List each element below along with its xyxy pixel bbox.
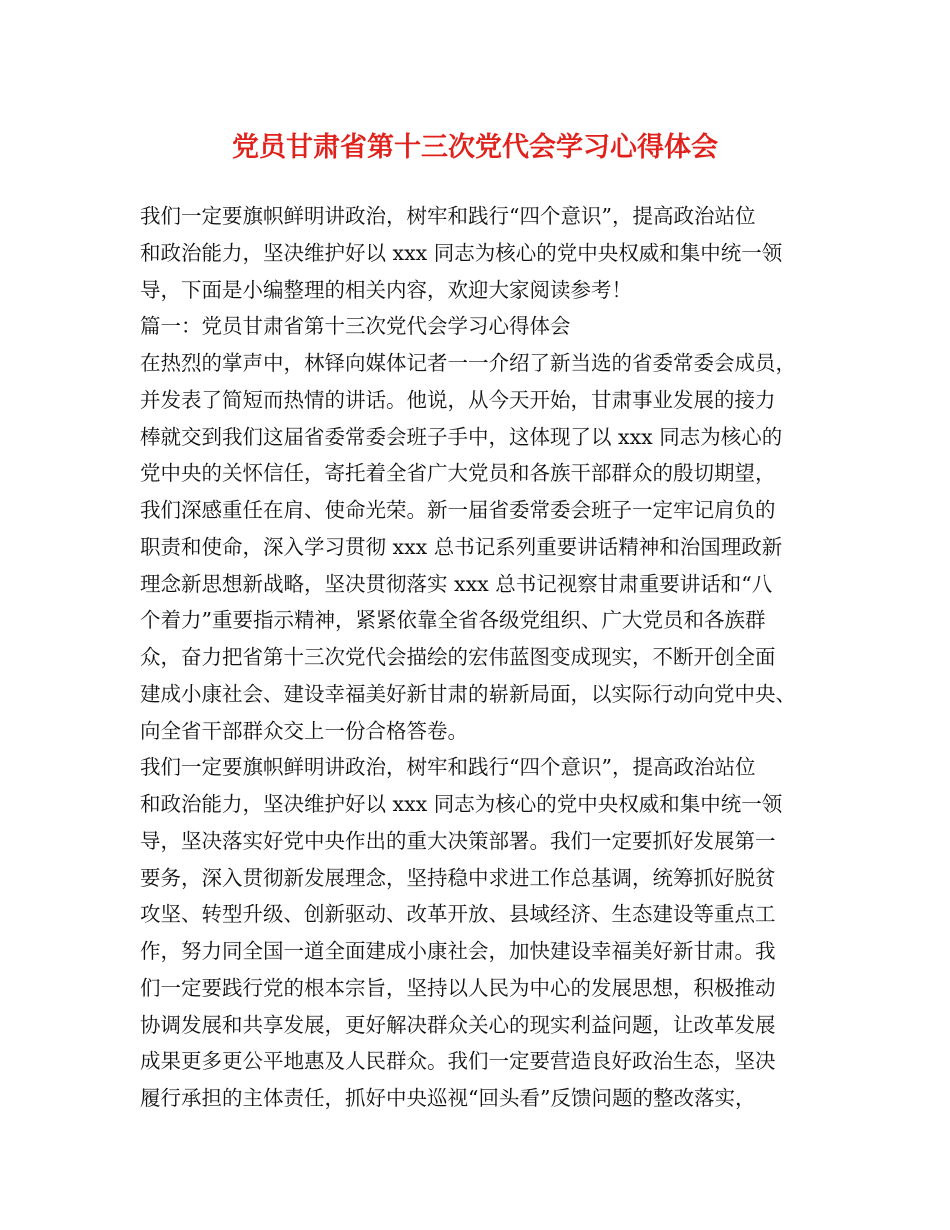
body-line: 我们一定要旗帜鲜明讲政治，树牢和践行“四个意识”，提高政治站位 xyxy=(140,204,756,228)
body-line: 我们一定要旗帜鲜明讲政治，树牢和践行“四个意识”，提高政治站位 xyxy=(140,755,756,780)
body-line: 个着力”重要指示精神，紧紧依靠全省各级党组织、广大党员和各族群 xyxy=(140,608,766,633)
body-line: 导，坚决落实好党中央作出的重大决策部署。我们一定要抓好发展第一 xyxy=(140,828,776,853)
body-line: 作，努力同全国一道全面建成小康社会，加快建设幸福美好新甘肃。我 xyxy=(140,939,776,963)
body-line: 党中央的关怀信任，寄托着全省广大党员和各族干部群众的殷切期望， xyxy=(140,461,776,486)
body-line: 要务，深入贯彻新发展理念，坚持稳中求进工作总基调，统筹抓好脱贫 xyxy=(140,865,776,890)
body-line: 在热烈的掌声中，林铎向媒体记者一一介绍了新当选的省委常委会成员， xyxy=(140,351,796,375)
body-line: 导，下面是小编整理的相关内容，欢迎大家阅读参考！ xyxy=(140,277,632,302)
body-line: 和政治能力，坚决维护好以 xxx 同志为核心的党中央权威和集中统一领 xyxy=(140,792,783,816)
body-line: 棒就交到我们这届省委常委会班子手中，这体现了以 xxx 同志为核心的 xyxy=(140,424,783,449)
body-line: 篇一：党员甘肃省第十三次党代会学习心得体会 xyxy=(140,314,571,339)
body-line: 成果更多更公平地惠及人民群众。我们一定要营造良好政治生态，坚决 xyxy=(140,1049,776,1074)
body-line: 众，奋力把省第十三次党代会描绘的宏伟蓝图变成现实，不断开创全面 xyxy=(140,645,776,669)
body-line: 协调发展和共享发展，更好解决群众关心的现实利益问题，让改革发展 xyxy=(140,1012,776,1037)
document-title: 党员甘肃省第十三次党代会学习心得体会 xyxy=(232,132,718,163)
body-line: 建成小康社会、建设幸福美好新甘肃的崭新局面，以实际行动向党中央、 xyxy=(140,681,796,706)
body-line: 向全省干部群众交上一份合格答卷。 xyxy=(140,718,468,743)
body-line: 并发表了简短而热情的讲话。他说，从今天开始，甘肃事业发展的接力 xyxy=(140,387,776,412)
body-line: 攻坚、转型升级、创新驱动、改革开放、县域经济、生态建设等重点工 xyxy=(140,902,776,927)
body-line: 们一定要践行党的根本宗旨，坚持以人民为中心的发展思想，积极推动 xyxy=(140,975,776,1000)
document-body xyxy=(140,198,820,1117)
body-line: 职责和使命，深入学习贯彻 xxx 总书记系列重要讲话精神和治国理政新 xyxy=(140,534,783,559)
body-line: 我们深感重任在肩、使命光荣。新一届省委常委会班子一定牢记肩负的 xyxy=(140,498,776,522)
body-line: 履行承担的主体责任，抓好中央巡视“回头看”反馈问题的整改落实， xyxy=(140,1086,756,1110)
body-line: 理念新思想新战略，坚决贯彻落实 xxx 总书记视察甘肃重要讲话和“八 xyxy=(140,571,773,596)
body-line: 和政治能力，坚决维护好以 xxx 同志为核心的党中央权威和集中统一领 xyxy=(140,240,783,265)
